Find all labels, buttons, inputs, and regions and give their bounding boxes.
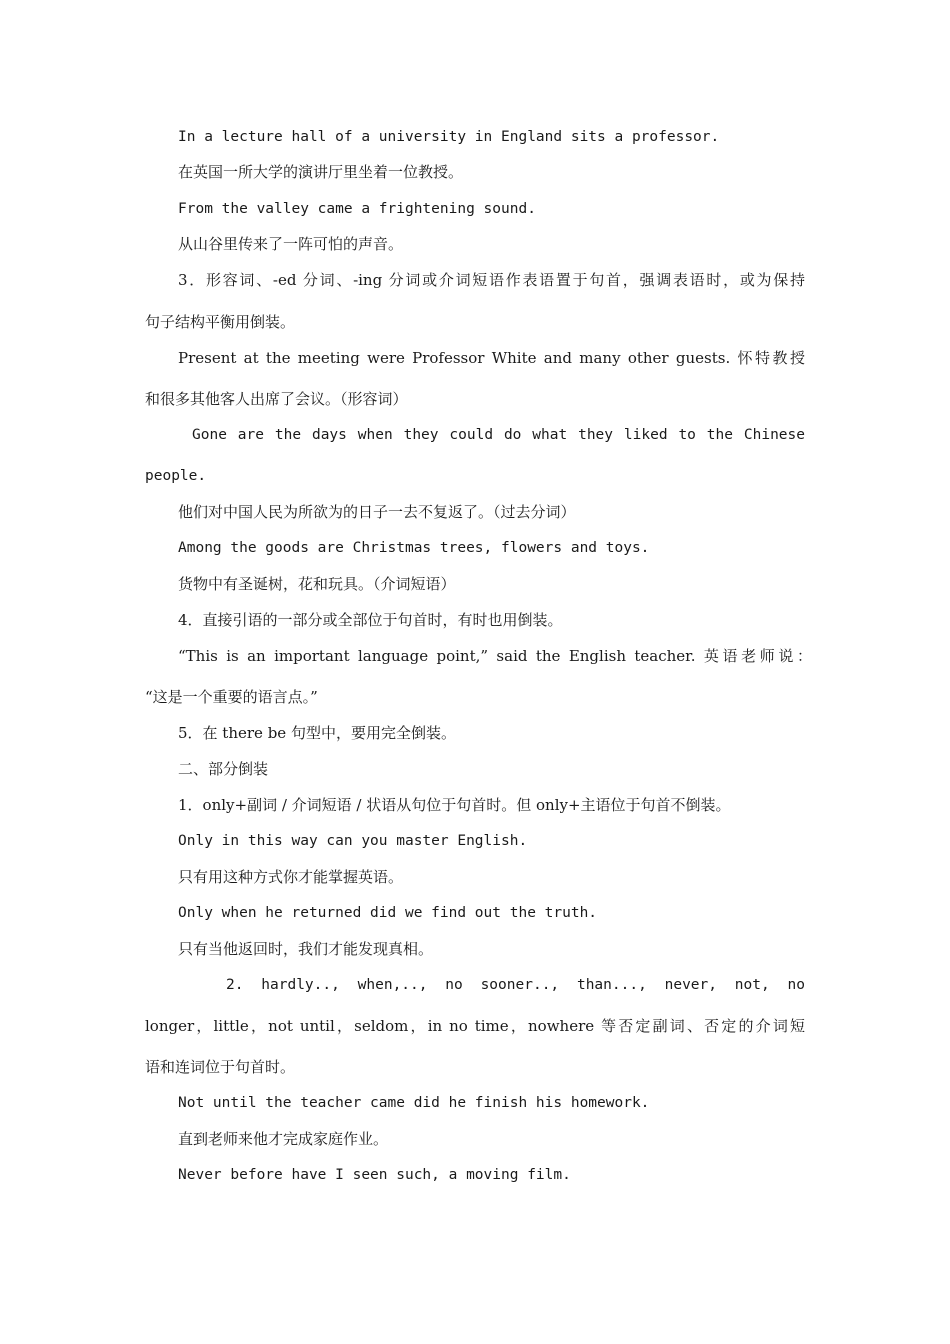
rule-item-1: 1．only+副词 / 介词短语 / 状语从句位于句首时。但 only+主语位于句首不倒装。 [178, 796, 731, 814]
example-sentence-english: Never before have I seen such, a moving film. [178, 1167, 571, 1183]
example-sentence-english: In a lecture hall of a university in England sits a professor. [178, 129, 720, 145]
example-sentence-chinese: 只有用这种方式你才能掌握英语。 [178, 868, 404, 886]
rule-item-3: 3．形容词、-ed 分词、-ing 分词或介词短语作表语置于句首，强调表语时，或为保持 [178, 271, 805, 289]
example-sentence-chinese: “这是一个重要的语言点。” [145, 688, 318, 706]
example-sentence-chinese: 在英国一所大学的演讲厅里坐着一位教授。 [178, 163, 464, 181]
example-sentence-mixed: Present at the meeting were Professor White and many other guests. 怀特教授 [178, 349, 805, 367]
example-sentence-chinese: 他们对中国人民为所欲为的日子一去不复返了。（过去分词） [178, 503, 576, 521]
example-sentence-chinese: 直到老师来他才完成家庭作业。 [178, 1130, 389, 1148]
rule-item-4: 4．直接引语的一部分或全部位于句首时，有时也用倒装。 [178, 611, 563, 629]
example-sentence-english: From the valley came a frightening sound. [178, 201, 536, 217]
rule-item-2: 2. hardly.., when,.., no sooner.., than..., never, not, no [226, 977, 805, 993]
example-sentence-mixed: “This is an important language point,” said the English teacher. 英语老师说： [178, 647, 812, 665]
example-sentence-chinese: 和很多其他客人出席了会议。（形容词） [145, 390, 408, 408]
section-heading: 二、部分倒装 [178, 760, 269, 778]
example-sentence-chinese: 从山谷里传来了一阵可怕的声音。 [178, 235, 404, 253]
rule-item-2-continued: 语和连词位于句首时。 [145, 1058, 296, 1076]
example-sentence-chinese: 只有当他返回时，我们才能发现真相。 [178, 940, 434, 958]
example-sentence-english: Only when he returned did we find out the truth. [178, 905, 598, 921]
example-sentence-english: Not until the teacher came did he finish his homework. [178, 1095, 650, 1111]
example-sentence-english: Only in this way can you master English. [178, 833, 528, 849]
rule-item-3-continued: 句子结构平衡用倒装。 [145, 313, 296, 331]
example-sentence-english-continued: people. [145, 468, 207, 484]
rule-item-2-continued: longer，little，not until，seldom，in no time，nowhere 等否定副词、否定的介词短 [145, 1017, 805, 1035]
example-sentence-english: Among the goods are Christmas trees, flowers and toys. [178, 540, 650, 556]
example-sentence-chinese: 货物中有圣诞树，花和玩具。（介词短语） [178, 575, 456, 593]
rule-item-5: 5．在 there be 句型中，要用完全倒装。 [178, 724, 456, 742]
example-sentence-english: Gone are the days when they could do what they liked to the Chinese [192, 427, 805, 443]
